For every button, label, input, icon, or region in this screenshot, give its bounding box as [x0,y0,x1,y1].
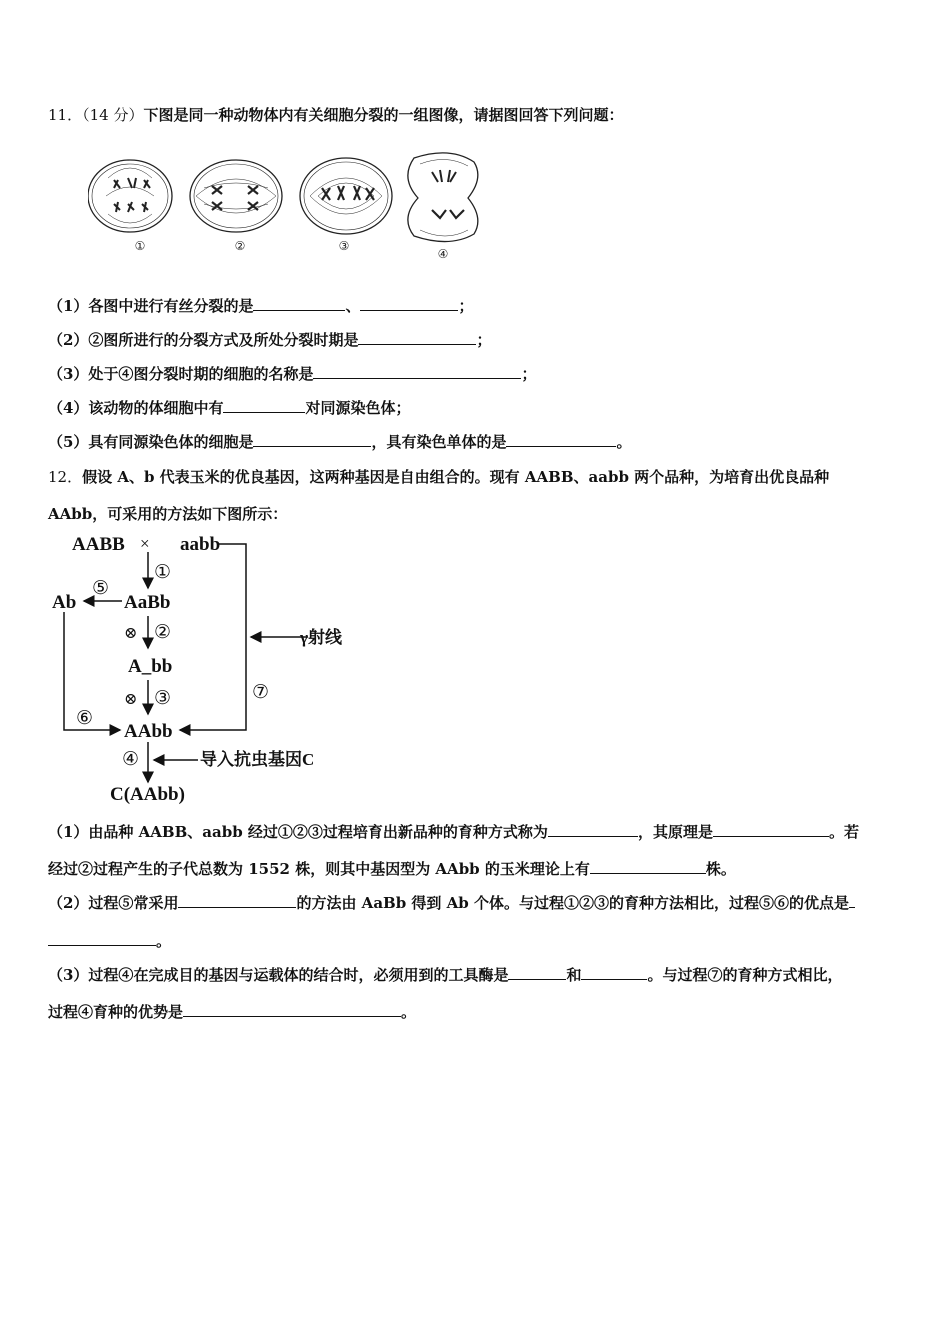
q11-part1-blank-1[interactable] [253,296,345,311]
flow-aabb-f1: AaBb [124,592,171,613]
flow-aabb-parent: AABB [72,534,125,555]
flow-step-4: ④ [122,749,140,770]
q11-part3-blank[interactable] [313,364,521,379]
q12-part3-text-2: 过程④育种的优势是 [48,1003,184,1021]
q11-part5 [48,431,631,452]
q12-part3-line2 [48,1001,416,1022]
q11-part2-blank[interactable] [358,330,476,345]
q11-part4-end: 对同源染色体； [305,399,411,417]
q11-number: 11． [48,106,83,124]
q12-part3-mid: 。与过程⑦的育种方式相比， [647,966,843,984]
q12-stem-line-1 [48,466,829,487]
q12-part3-text: （3）过程④在完成目的基因与运载体的结合时，必须用到的工具酶是 [48,966,509,984]
q12-part2-text: （2）过程⑤常采用 [48,894,179,912]
q12-part2-blank-1[interactable] [178,893,296,908]
q12-part2-line1 [48,892,855,913]
flow-step-1: ① [154,562,172,583]
flow-self-2: ⊗ [124,691,138,708]
q11-part5-text: （5）具有同源染色体的细胞是 [48,433,254,451]
flow-ab-haploid: Ab [52,592,77,613]
q12-part3-end: 。 [401,1003,417,1021]
q11-part2 [48,329,491,350]
cell-2-image [190,160,282,232]
q12-part1-blank-2[interactable] [713,822,829,837]
q12-part3-and: 和 [566,966,582,984]
q12-stem-line-2 [48,503,287,524]
q12-part3-blank-2[interactable] [581,965,647,980]
flow-step-7: ⑦ [252,682,270,703]
flow-step-3: ③ [154,688,172,709]
q11-part3 [48,363,536,384]
q12-number: 12． [48,468,83,486]
q11-part4-text: （4）该动物的体细胞中有 [48,399,224,417]
cell-division-figure [88,148,488,266]
q12-part2-end: 。 [156,932,172,950]
cell-label-4: ④ [437,247,449,261]
q11-part3-end: ； [521,365,537,383]
q11-part1 [48,295,473,316]
cell-3-image [300,158,392,234]
q11-part5-end: 。 [616,433,632,451]
flow-aabb-recessive: aabb [180,534,221,555]
q11-part1-blank-2[interactable] [360,296,458,311]
q12-part3-blank-3[interactable] [183,1002,401,1017]
flow-step-2: ② [154,622,172,643]
q11-part1-sep: 、 [345,297,361,315]
cell-4-image [408,153,478,242]
q12-part1-end-2: 株。 [705,860,736,878]
q12-part2-blank-2b[interactable] [48,931,156,946]
cell-1-image [88,160,172,232]
q12-part1-line1 [48,821,859,842]
q12-part1-line2 [48,858,736,879]
q12-part1-mid: ，其原理是 [637,823,713,841]
flow-final-product: C(AAbb) [110,784,185,805]
q12-part2-mid: 的方法由 AaBb 得到 Ab 个体。与过程①②③的育种方法相比，过程⑤⑥的优点是 [296,894,849,912]
q11-part1-end: ； [458,297,474,315]
q12-part2-blank-2a[interactable] [849,893,855,908]
q11-part5-mid: ，具有染色单体的是 [371,433,507,451]
flow-import-gene: 导入抗虫基因C [200,750,315,769]
cell-label-2: ② [234,239,246,253]
q11-part2-end: ； [476,331,492,349]
cell-label-3: ③ [338,239,350,253]
q11-stem: 下图是同一种动物体内有关细胞分裂的一组图像，请据图回答下列问题： [143,106,624,124]
flow-a-bb: A_bb [128,656,173,677]
q12-part1-text: （1）由品种 AABB、aabb 经过①②③过程培育出新品种的育种方式称为 [48,823,548,841]
flow-step-5: ⑤ [92,578,110,599]
q11-part4-blank[interactable] [223,398,305,413]
breeding-flow-diagram [48,530,368,810]
cell-label-1: ① [134,239,146,253]
q12-stem-2: AAbb，可采用的方法如下图所示： [48,505,288,523]
flow-cross-symbol: × [140,534,150,553]
q11-stem-line [48,104,623,125]
q12-part1-blank-1[interactable] [548,822,638,837]
flow-self-1: ⊗ [124,625,138,642]
flow-aabb-target: AAbb [124,721,173,742]
q11-part5-blank-2[interactable] [506,432,616,447]
q12-part1-text-2: 经过②过程产生的子代总数为 1552 株，则其中基因型为 AAbb 的玉米理论上有 [48,860,590,878]
q11-part3-text: （3）处于④图分裂时期的细胞的名称是 [48,365,314,383]
q11-score: （14 分） [82,106,144,124]
q11-part4 [48,397,410,418]
flow-step-6: ⑥ [76,708,94,729]
q12-stem-1: 假设 A、b 代表玉米的优良基因，这两种基因是自由组合的。现有 AABB、aabb 两个品种，为培育出优良品种 [82,468,830,486]
q11-part1-text: （1）各图中进行有丝分裂的是 [48,297,254,315]
q12-part1-blank-3[interactable] [590,859,706,874]
q11-part5-blank-1[interactable] [253,432,371,447]
q12-part3-line1 [48,964,842,985]
flow-gamma-ray: γ射线 [300,628,342,647]
q12-part1-end: 。若 [828,823,859,841]
q12-part3-blank-1[interactable] [508,965,566,980]
q12-part2-line2 [48,930,171,951]
q11-part2-text: （2）②图所进行的分裂方式及所处分裂时期是 [48,331,359,349]
